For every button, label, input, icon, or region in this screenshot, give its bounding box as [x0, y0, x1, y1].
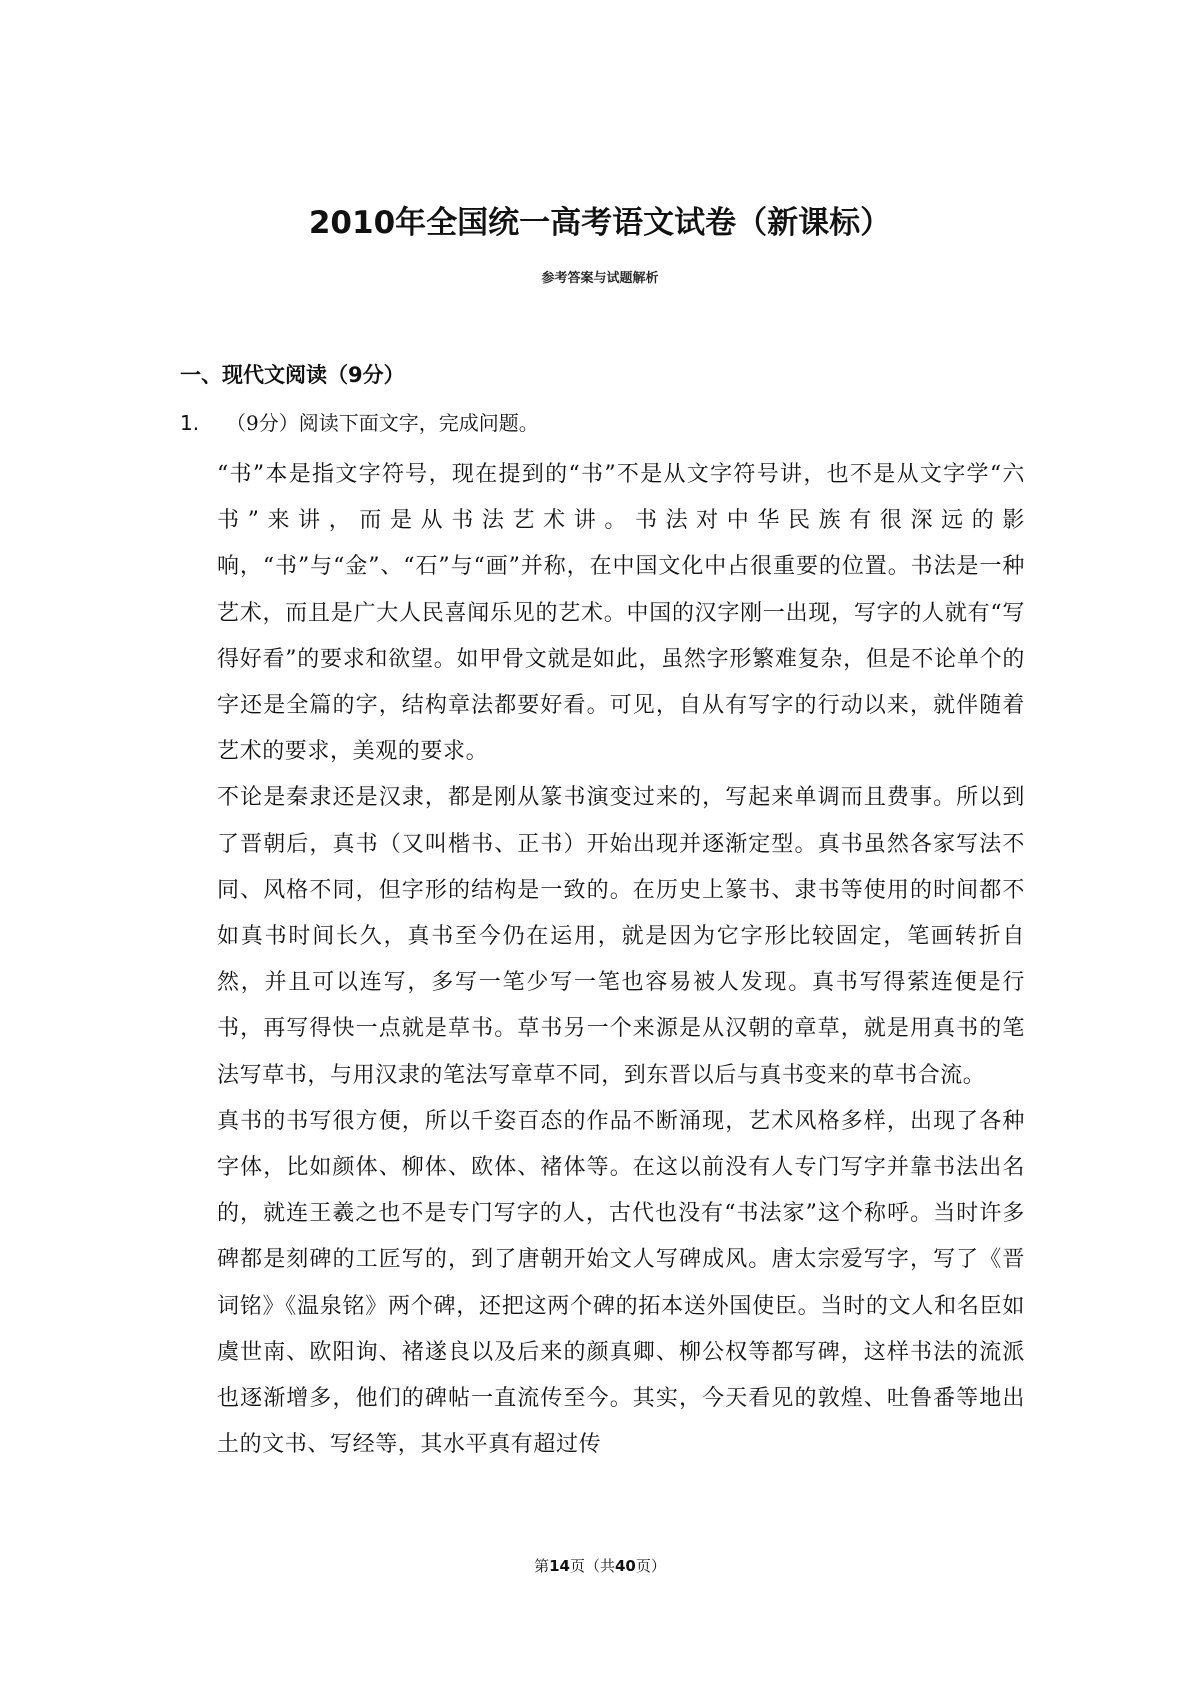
section-heading: 一、现代文阅读（9分）: [180, 363, 405, 387]
reading-passage: [217, 452, 1025, 1468]
question-line: [180, 408, 539, 438]
document-title: 2010年全国统一高考语文试卷（新课标）: [308, 205, 892, 241]
footer-prefix: 第: [534, 1557, 550, 1575]
document-subtitle: 参考答案与试题解析: [541, 271, 659, 286]
footer-suffix: 页）: [635, 1557, 666, 1575]
question-prompt: （9分）阅读下面文字，完成问题。: [226, 411, 539, 435]
question-number: 1.: [180, 411, 200, 435]
passage-paragraph-1: “书”本是指文字符号，现在提到的“书”不是从文字符号讲，也不是从文字学“六书”来讲，而是从书法艺术讲。书法对中华民族有很深远的影响，“书”与“金”、“石”与“画”并称，在中国文化中占很重要的位置。书法是一种艺术，而且是广大人民喜闻乐见的艺术。中国的汉字刚一出现，写字的人就有“写得好看”的要求和欲望。如甲骨文就是如此，虽然字形繁难复杂，但是不论单个的字还是全篇的字，结构章法都要好看。可见，自从有写字的行动以来，就伴随着艺术的要求，美观的要求。: [217, 462, 1025, 765]
passage-paragraph-3: 真书的书写很方便，所以千姿百态的作品不断涌现，艺术风格多样，出现了各种字体，比如颜体、柳体、欧体、褚体等。在这以前没有人专门写字并靠书法出名的，就连王羲之也不是专门写字的人，古代也没有“书法家”这个称呼。当时许多碑都是刻碑的工匠写的，到了唐朝开始文人写碑成风。唐太宗爱写字，写了《晋词铭》《温泉铭》两个碑，还把这两个碑的拓本送外国使臣。当时的文人和名臣如虞世南、欧阳询、褚遂良以及后来的颜真卿、柳公权等都写碑，这样书法的流派也逐渐增多，他们的碑帖一直流传至今。其实，今天看见的敦煌、吐鲁番等地出土的文书、写经等，其水平真有超过传: [217, 1108, 1025, 1458]
footer-total-pages: 40: [615, 1557, 636, 1575]
footer-page-number: 14: [549, 1557, 570, 1575]
footer-middle: 页（共: [569, 1557, 615, 1575]
page-footer: [0, 1556, 1200, 1576]
passage-paragraph-2: 不论是秦隶还是汉隶，都是刚从篆书演变过来的，写起来单调而且费事。所以到了晋朝后，真书（又叫楷书、正书）开始出现并逐渐定型。真书虽然各家写法不同、风格不同，但字形的结构是一致的。在历史上篆书、隶书等使用的时间都不如真书时间长久，真书至今仍在运用，就是因为它字形比较固定，笔画转折自然，并且可以连写，多写一笔少写一笔也容易被人发现。真书写得萦连便是行书，再写得快一点就是草书。草书另一个来源是从汉朝的章草，就是用真书的笔法写草书，与用汉隶的笔法写章草不同，到东晋以后与真书变来的草书合流。: [217, 785, 1025, 1088]
